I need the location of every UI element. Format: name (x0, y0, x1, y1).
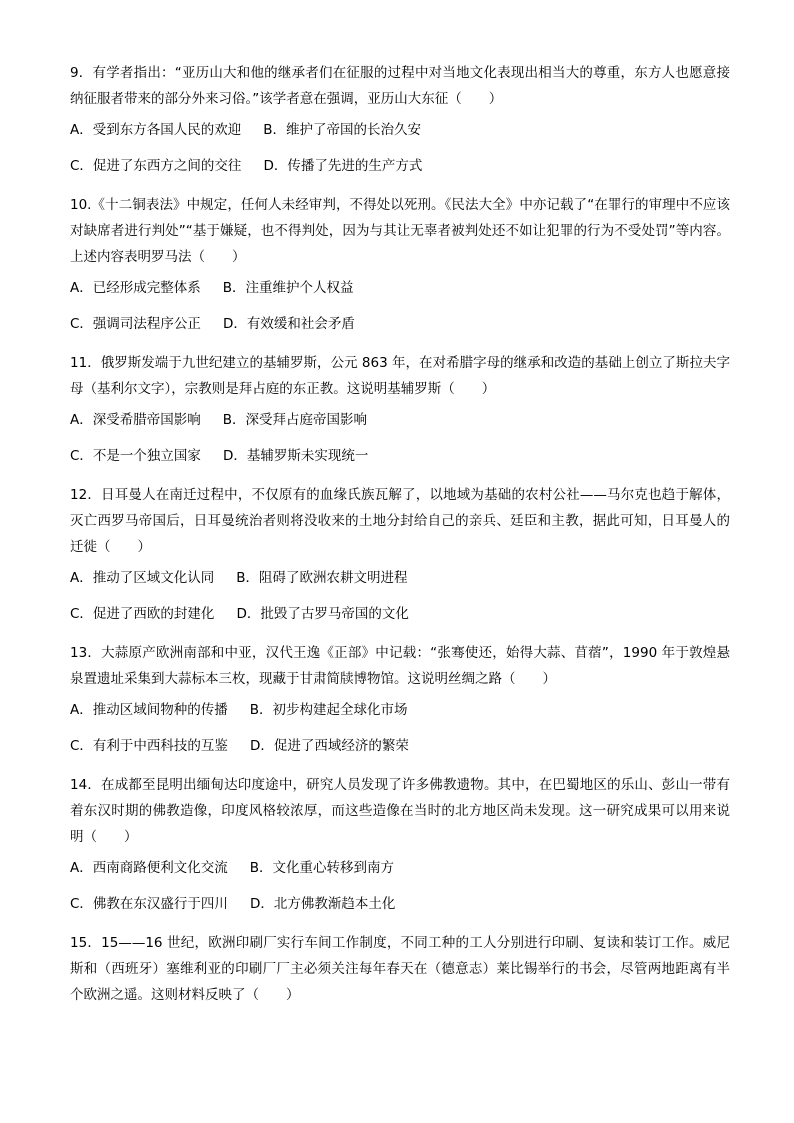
option-d: D．传播了先进的生产方式 (263, 158, 423, 174)
option-row (70, 156, 730, 176)
option-a: A．受到东方各国人民的欢迎 (70, 122, 242, 138)
option-b: B．深受拜占庭帝国影响 (222, 412, 368, 428)
option-row (70, 120, 730, 140)
question-10 (70, 192, 730, 334)
option-a: A．西南商路便利文化交流 (70, 860, 228, 876)
question-stem: 11．俄罗斯发端于九世纪建立的基辅罗斯，公元 863 年，在对希腊字母的继承和改造的基础上创立了斯拉夫字母（基利尔文字），宗教则是拜占庭的东正教。这说明基辅罗斯（ ） (70, 355, 730, 397)
option-c: C．不是一个独立国家 (70, 448, 201, 464)
option-row (70, 314, 730, 334)
option-row (70, 894, 730, 914)
option-row (70, 278, 730, 298)
option-c: C．强调司法程序公正 (70, 316, 201, 332)
question-stem: 15．15——16 世纪，欧洲印刷厂实行车间工作制度，不同工种的工人分别进行印刷、复读和装订工作。威尼斯和（西班牙）塞维利亚的印刷厂厂主必须关注每年春天在（德意志）莱比锡举行的书会，尽管两地距离有半个欧洲之遥。这则材料反映了（ ） (70, 935, 730, 1003)
option-c: C．促进了西欧的封建化 (70, 606, 215, 622)
question-13 (70, 640, 730, 756)
option-row (70, 736, 730, 756)
question-stem: 9．有学者指出：“亚历山大和他的继承者们在征服的过程中对当地文化表现出相当大的尊重，东方人也愿意接纳征服者带来的部分外来习俗。”该学者意在强调，亚历山大东征（ ） (70, 65, 730, 107)
option-row (70, 446, 730, 466)
option-b: B．初步构建起全球化市场 (249, 702, 408, 718)
option-b: B．阻碍了欧洲农耕文明进程 (236, 570, 408, 586)
option-b: B．维护了帝国的长治久安 (263, 122, 422, 138)
question-list (70, 60, 730, 1016)
question-11 (70, 350, 730, 466)
option-a: A．已经形成完整体系 (70, 280, 201, 296)
option-d: D．有效缓和社会矛盾 (222, 316, 355, 332)
option-a: A．推动区域间物种的传播 (70, 702, 228, 718)
option-c: C．有利于中西科技的互鉴 (70, 738, 228, 754)
option-c: C．佛教在东汉盛行于四川 (70, 896, 228, 912)
question-stem: 10.《十二铜表法》中规定，任何人未经审判，不得处以死刑。《民法大全》中亦记载了“在罪行的审理中不应该对缺席者进行判处”“基于嫌疑，也不得判处，因为与其让无辜者被判处还不如让犯罪的行为不受处罚”等内容。上述内容表明罗马法（ ） (70, 197, 730, 265)
option-row (70, 604, 730, 624)
question-stem: 14．在成都至昆明出缅甸达印度途中，研究人员发现了许多佛教遗物。其中，在巴蜀地区的乐山、彭山一带有着东汉时期的佛教造像，印度风格较浓厚，而这些造像在当时的北方地区尚未发现。这一研究成果可以用来说明（ ） (70, 777, 730, 845)
option-row (70, 568, 730, 588)
question-15 (70, 930, 730, 1008)
option-row (70, 700, 730, 720)
option-d: D．北方佛教渐趋本土化 (249, 896, 396, 912)
option-row (70, 410, 730, 430)
question-stem: 13．大蒜原产欧洲南部和中亚，汉代王逸《正部》中记载：“张骞使还，始得大蒜、苜蓿”，1990 年于敦煌悬泉置遗址采集到大蒜标本三枚，现藏于甘肃简牍博物馆。这说明丝绸之路（ ） (70, 645, 730, 687)
question-12 (70, 482, 730, 624)
option-d: D．基辅罗斯未实现统一 (222, 448, 369, 464)
option-d: D．批毁了古罗马帝国的文化 (236, 606, 409, 622)
option-d: D．促进了西域经济的繁荣 (249, 738, 409, 754)
option-a: A．深受希腊帝国影响 (70, 412, 201, 428)
option-a: A．推动了区域文化认同 (70, 570, 215, 586)
question-9 (70, 60, 730, 176)
question-14 (70, 772, 730, 914)
option-row (70, 858, 730, 878)
option-c: C．促进了东西方之间的交往 (70, 158, 242, 174)
option-b: B．注重维护个人权益 (222, 280, 354, 296)
question-stem: 12．日耳曼人在南迁过程中，不仅原有的血缘氏族瓦解了，以地域为基础的农村公社——马尔克也趋于解体，灭亡西罗马帝国后，日耳曼统治者则将没收来的土地分封给自己的亲兵、廷臣和主教，据此可知，日耳曼人的迁徙（ ） (70, 487, 730, 555)
option-b: B．文化重心转移到南方 (249, 860, 395, 876)
